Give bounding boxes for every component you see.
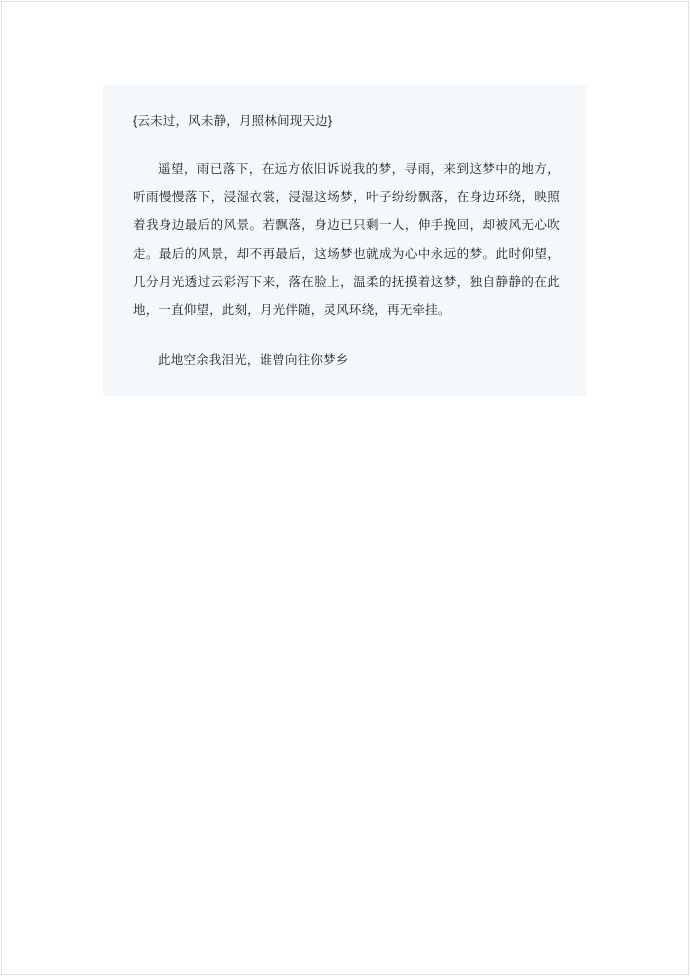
text-content-block — [103, 85, 586, 396]
document-closing-line: 此地空余我泪光，谁曾向往你梦乡 — [158, 352, 349, 367]
document-body-paragraph: 遥望，雨已落下，在远方依旧诉说我的梦，寻雨，来到这梦中的地方，听雨慢慢落下，浸湿衣裳，浸湿这场梦，叶子纷纷飘落，在身边环绕，映照着我身边最后的风景。若飘落，身边已只剩一人，伸手挽回，却被风无心吹走。最后的风景，却不再最后，这场梦也就成为心中永远的梦。此时仰望，几分月光透过云彩泻下来，落在脸上，温柔的抚摸着这梦，独自静静的在此地，一直仰望，此刻，月光伴随，灵风环绕，再无牵挂。 — [133, 162, 560, 317]
document-title-line: {云未过，风未静，月照林间现天边} — [133, 114, 333, 128]
